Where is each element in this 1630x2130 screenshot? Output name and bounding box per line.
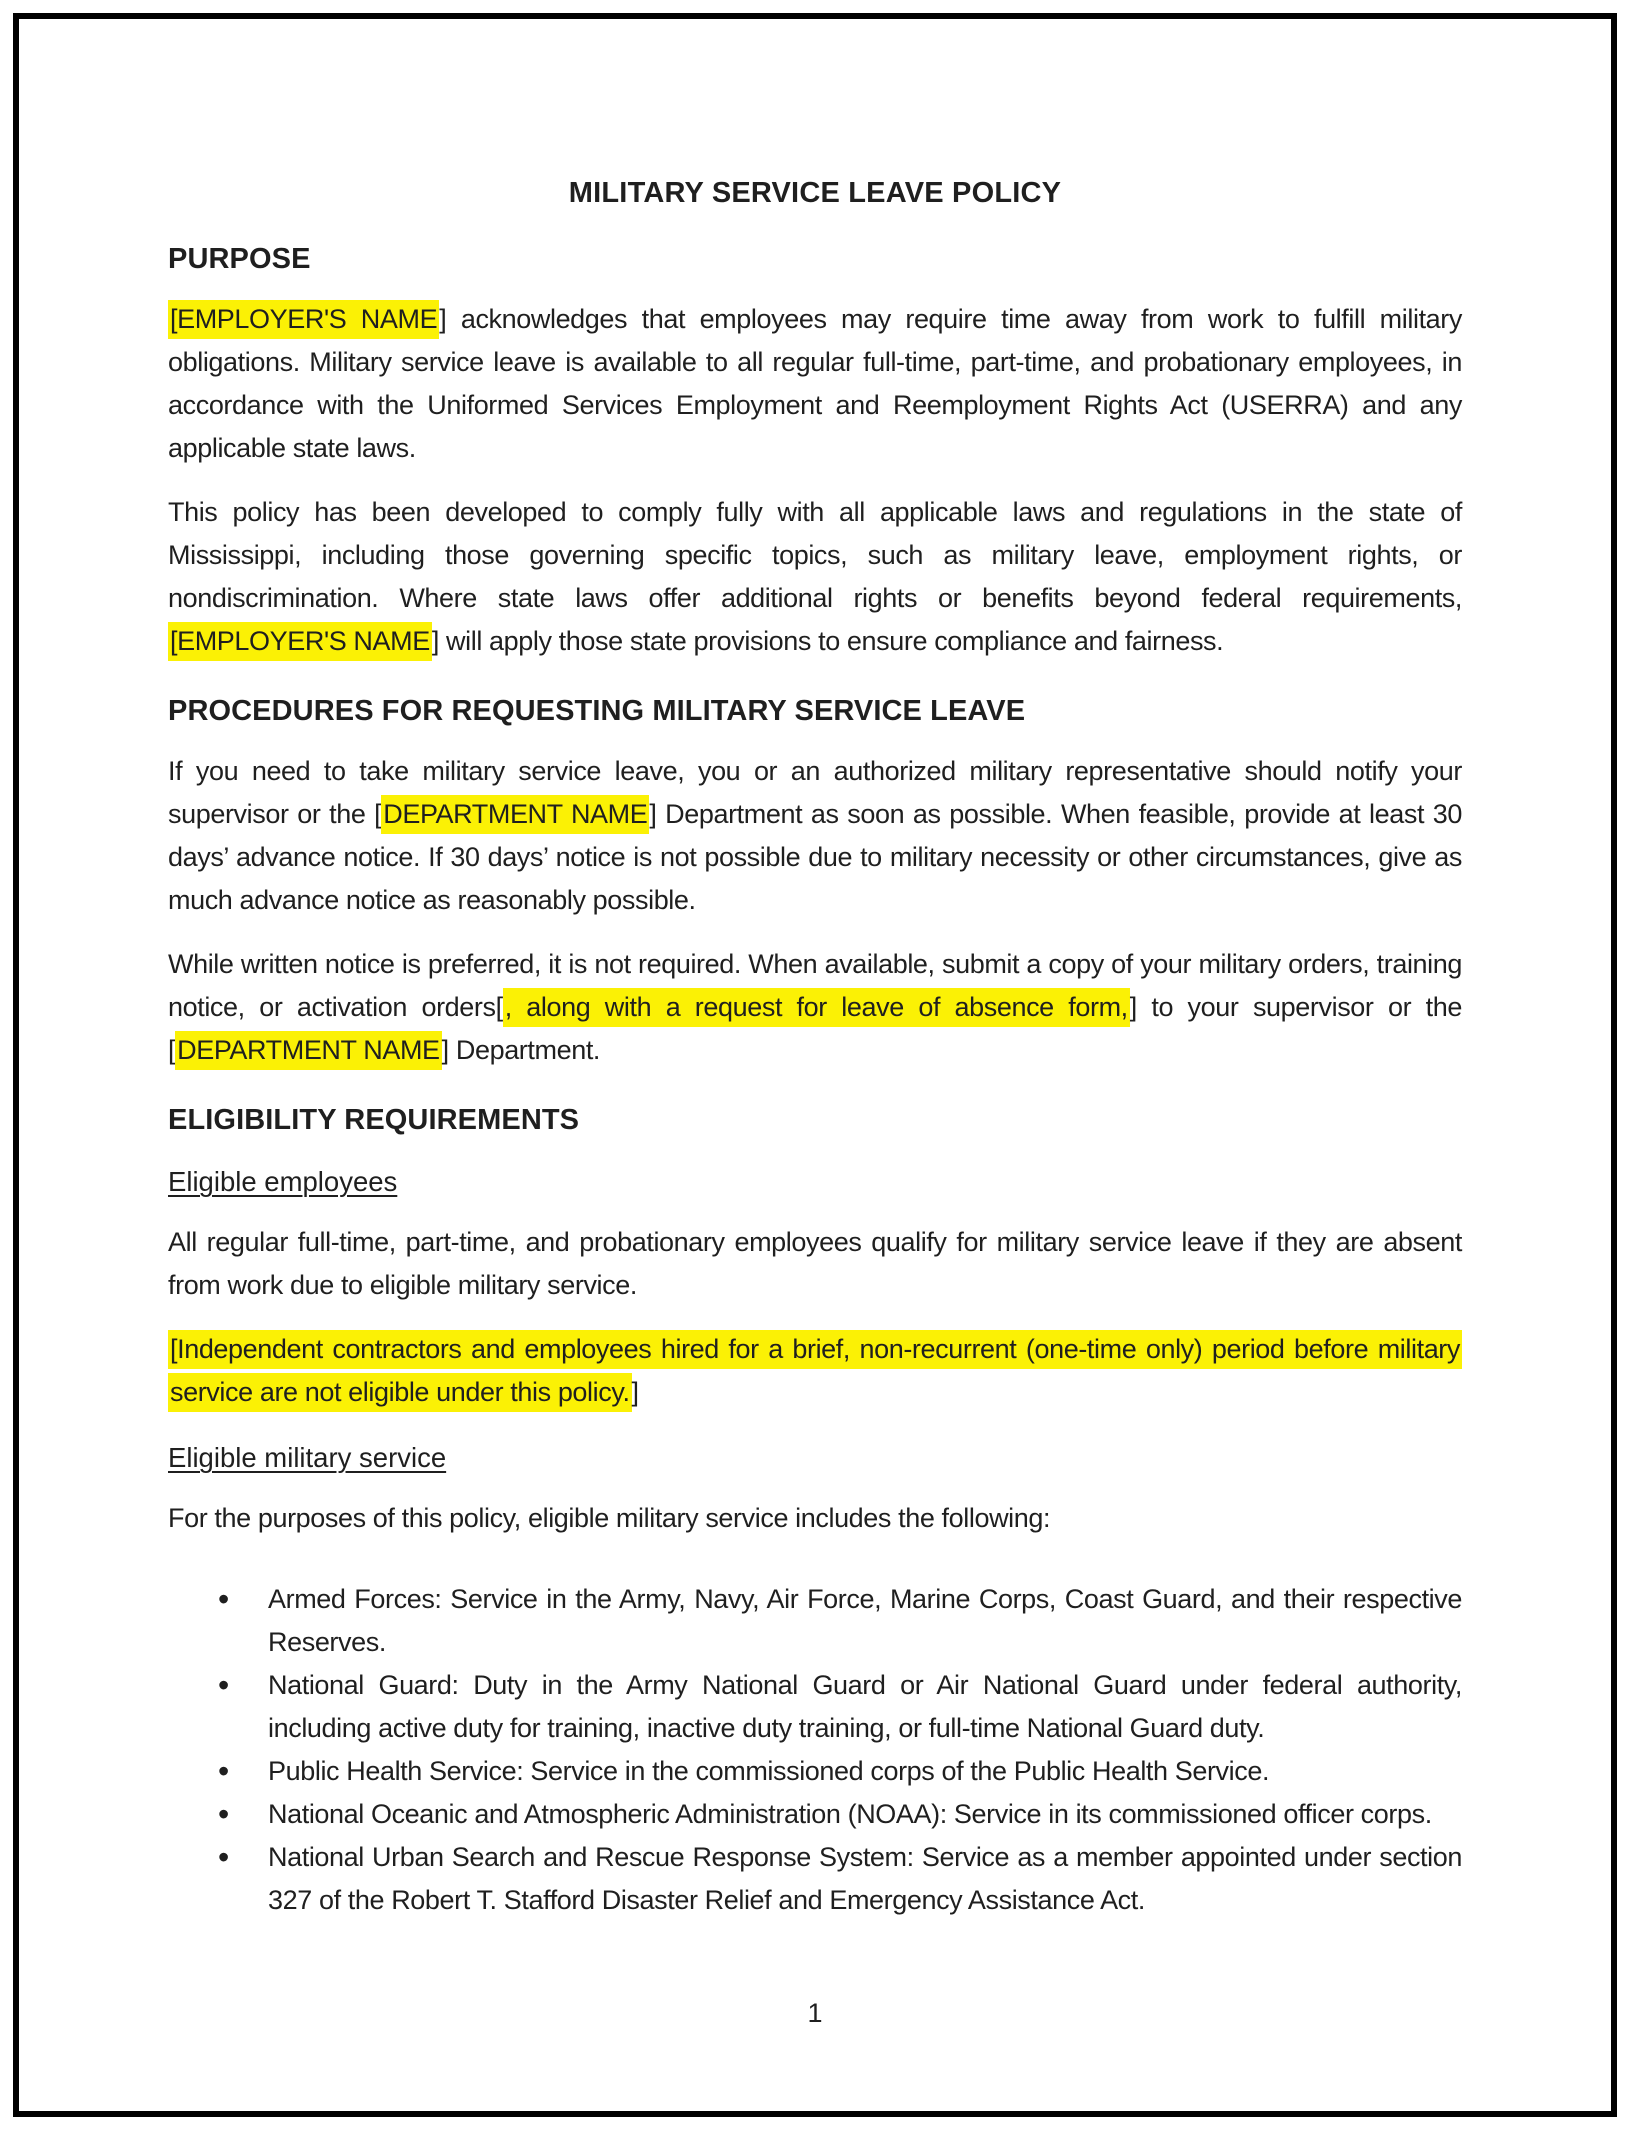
text-segment: ] Department as soon as possible. When feasible, provide at least 30 days’ advance notice. If 30 days’ notice is not possible due to military necessity or other circumstances, give as much advance notice as reasonably possible.: [168, 799, 1462, 915]
paragraph: [168, 1328, 1462, 1414]
bullet-item: • Public Health Service: Service in the commissioned corps of the Public Health Service.: [268, 1750, 1462, 1793]
paragraph: [168, 750, 1462, 922]
bullet-item: • National Guard: Duty in the Army National Guard or Air National Guard under federal authority, including active duty for training, inactive duty training, or full-time National Guard duty.: [268, 1664, 1462, 1750]
highlighted-text: , along with a request for leave of absence form,: [503, 988, 1130, 1027]
bullet-item: • Armed Forces: Service in the Army, Navy, Air Force, Marine Corps, Coast Guard, and their respective Reserves.: [268, 1578, 1462, 1664]
highlighted-text: DEPARTMENT NAME: [381, 795, 649, 834]
highlighted-text: [Independent contractors and employees hired for a brief, non-recurrent (one-time only) period before military service are not eligible under this policy.: [168, 1330, 1462, 1412]
text-segment: ] acknowledges that employees may require time away from work to fulfill military obligations. Military service leave is available to all regular full-time, part-time, and probationary employees, in accordance with the Uniformed Services Employment and Reemployment Rights Act (USERRA) and any applicable state laws.: [168, 304, 1462, 463]
document-body: [168, 0, 1462, 1922]
text-segment: All regular full-time, part-time, and probationary employees qualify for military service leave if they are absent from work due to eligible military service.: [168, 1227, 1462, 1300]
bullet-list: [168, 1578, 1462, 1922]
section-heading: PROCEDURES FOR REQUESTING MILITARY SERVICE LEAVE: [168, 695, 1026, 727]
text-segment: For the purposes of this policy, eligible military service includes the following:: [168, 1503, 1051, 1533]
section-heading: ELIGIBILITY REQUIREMENTS: [168, 1104, 580, 1136]
paragraph: [168, 943, 1462, 1072]
paragraph: [168, 491, 1462, 663]
text-segment: While written notice is preferred, it is not required. When available, submit a copy of your military orders, training notice, or activation orders[: [168, 949, 1462, 1022]
document-title: MILITARY SERVICE LEAVE POLICY: [568, 177, 1062, 209]
paragraph: [168, 1221, 1462, 1307]
text-segment: This policy has been developed to comply fully with all applicable laws and regulations in the state of Mississippi, including those governing specific topics, such as military leave, employment rights, or nondiscrimination. Where state laws offer additional rights or benefits beyond federal requirements,: [168, 497, 1462, 613]
bullet-item: • National Oceanic and Atmospheric Administration (NOAA): Service in its commissioned officer corps.: [268, 1793, 1462, 1836]
subsection-heading: Eligible employees: [168, 1166, 398, 1197]
text-segment: ] to your supervisor or the [: [168, 992, 1462, 1065]
highlighted-text: DEPARTMENT NAME: [175, 1031, 442, 1070]
page-number: 1: [807, 1998, 823, 2028]
bullet-item: • National Urban Search and Rescue Response System: Service as a member appointed under section 327 of the Robert T. Stafford Disaster Relief and Emergency Assistance Act.: [268, 1836, 1462, 1922]
highlighted-text: [EMPLOYER'S NAME: [168, 300, 439, 339]
text-segment: ]: [631, 1377, 639, 1407]
paragraph: [168, 1497, 1462, 1540]
subsection-heading: Eligible military service: [168, 1442, 447, 1473]
section-heading: PURPOSE: [168, 243, 311, 275]
text-segment: ] will apply those state provisions to ensure compliance and fairness.: [431, 626, 1224, 656]
text-segment: If you need to take military service leave, you or an authorized military representative should notify your supervisor or the [: [168, 756, 1462, 829]
paragraph: [168, 298, 1462, 470]
highlighted-text: [EMPLOYER'S NAME: [168, 622, 432, 661]
text-segment: ] Department.: [441, 1035, 601, 1065]
